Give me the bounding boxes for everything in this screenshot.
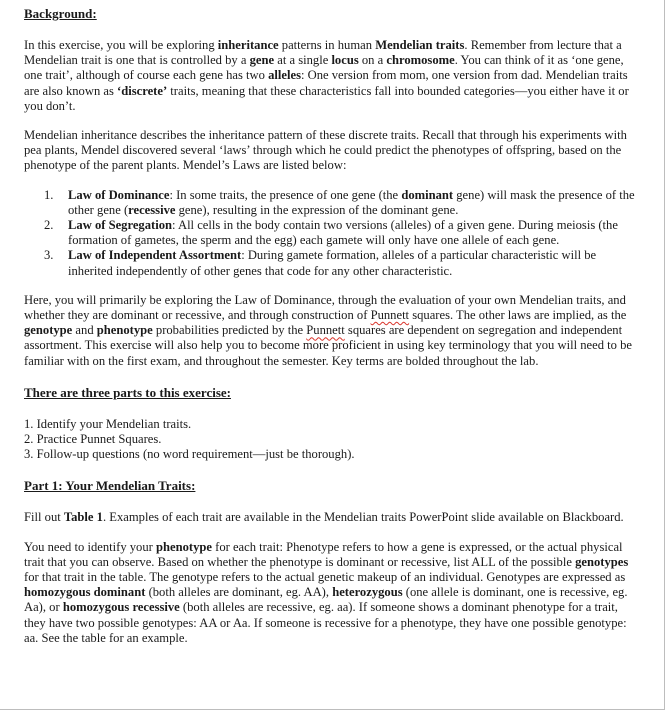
law-number: 2. <box>44 218 54 233</box>
key-term: genotype <box>24 323 73 338</box>
text-run: . Examples of each trait are available in the Mendelian traits PowerPoint slide available on Blackboard. <box>102 510 624 525</box>
law-item-segregation <box>24 218 640 248</box>
key-term: phenotype <box>96 323 153 338</box>
part1-heading: Part 1: Your Mendelian Traits: <box>24 478 196 494</box>
text-run: . You can think of it as ‘one gene, one trait’, although of course each gene has two <box>24 53 624 83</box>
text-run: patterns in human <box>278 38 376 52</box>
text-run: : In some traits, the presence of one gene (the <box>169 187 402 202</box>
key-term: recessive <box>128 202 176 217</box>
parts-heading: There are three parts to this exercise: <box>24 384 231 400</box>
key-term: Mendelian traits <box>375 38 465 52</box>
text-run: : During gamete formation, alleles of a particular characteristic will be inherited independently of other genes that code for any other characteristic. <box>68 248 597 278</box>
key-term: ‘discrete’ <box>117 83 168 98</box>
law-text <box>68 188 635 217</box>
law-number: 1. <box>44 187 54 202</box>
part1-paragraph-2 <box>24 540 640 646</box>
spellcheck-flagged-word: Punnett <box>370 308 410 323</box>
key-term: homozygous recessive <box>62 600 180 615</box>
text-run: squares are dependent on segregation and independent assortment. This exercise will also help you to become more proficient in using key terminology that you will need to be familiar with on the first exam, and throughout the semester. Key terms are bolded throughout the lab. <box>24 323 632 368</box>
law-number: 3. <box>44 248 54 263</box>
mendel-laws-list <box>24 188 640 279</box>
text-run: You need to identify your <box>24 539 156 554</box>
key-term: Law of Dominance <box>68 187 170 202</box>
key-term: alleles <box>268 68 301 83</box>
part1-paragraph-1 <box>24 510 640 525</box>
background-paragraph-3 <box>24 293 640 369</box>
law-text <box>68 218 618 247</box>
text-run: at a single <box>274 53 332 68</box>
background-paragraph-2: Mendelian inheritance describes the inheritance pattern of these discrete traits. Recall that through his experiments with pea plants, Mendel discovered several ‘laws’ through which he could predict the phenotypes of offspring, based on the phenotype of the parent plants. Mendel’s Laws are listed below: <box>24 128 627 173</box>
parts-list <box>24 417 640 463</box>
text-run: gene), resulting in the expression of the dominant gene. <box>175 202 459 217</box>
law-item-independent-assortment <box>24 248 640 278</box>
text-run: probabilities predicted by the <box>152 323 307 338</box>
text-run: and <box>72 323 97 338</box>
key-term: gene <box>249 53 275 68</box>
text-run: (both alleles are recessive, eg. aa). If someone shows a dominant phenotype for a trait, they have two possible genotypes: AA or Aa. If someone is recessive for a phenotype, they have one possible genotype: aa. See the table for an example. <box>24 600 627 645</box>
document-body <box>24 6 640 646</box>
key-term: homozygous dominant <box>24 585 146 600</box>
text-run: . Remember from lecture that a Mendelian trait is one that is controlled by a <box>24 38 622 68</box>
text-run: Fill out <box>24 510 64 525</box>
background-heading: Background: <box>24 6 97 21</box>
key-term: Law of Independent Assortment <box>68 248 242 263</box>
key-term: inheritance <box>217 38 279 52</box>
text-run: (one allele is dominant, one is recessive, eg. Aa), or <box>24 585 628 615</box>
key-term: locus <box>331 53 359 68</box>
text-run: : All cells in the body contain two versions (alleles) of a given gene. During meiosis (the formation of gametes, the sperm and the egg) each gamete will only have one allele of each gene. <box>68 218 618 248</box>
parts-list-item: 3. Follow-up questions (no word requirement—just be thorough). <box>24 447 355 462</box>
key-term: phenotype <box>156 539 212 554</box>
text-run: squares. The other laws are implied, as the <box>409 308 627 323</box>
key-term: Table 1 <box>63 510 103 525</box>
key-term: chromosome <box>386 53 455 68</box>
parts-list-item: 1. Identify your Mendelian traits. <box>24 416 192 431</box>
spellcheck-flagged-word: Punnett <box>306 323 345 338</box>
text-run: gene) will mask the presence of the other gene ( <box>68 187 635 217</box>
text-run: traits, meaning that these characteristics fall into bounded categories—you either have it or you don’t. <box>24 83 629 113</box>
law-item-dominance <box>24 188 640 218</box>
text-run: for that trait in the table. The genotype refers to the actual genetic makeup of an individual. Genotypes are expressed as <box>24 570 626 585</box>
key-term: heterozygous <box>332 585 403 600</box>
parts-list-item: 2. Practice Punnet Squares. <box>24 432 162 447</box>
background-paragraph-1 <box>24 38 640 114</box>
key-term: Law of Segregation <box>68 218 173 233</box>
text-run: : One version from mom, one version from dad. Mendelian traits are also known as <box>24 68 628 98</box>
key-term: dominant <box>401 187 454 202</box>
text-run: on a <box>358 53 387 68</box>
text-run: for each trait: Phenotype refers to how a gene is expressed, or the actual physical trait that you can observe. Based on whether the phenotype is dominant or recessive, list ALL of the possible <box>24 539 623 569</box>
text-run: (both alleles are dominant, eg. AA), <box>145 585 333 600</box>
key-term: genotypes <box>575 554 629 569</box>
text-run: In this exercise, you will be exploring <box>24 38 218 52</box>
text-run: Here, you will primarily be exploring the Law of Dominance, through the evaluation of your own Mendelian traits, and whether they are dominant or recessive, and through construction of <box>24 292 626 323</box>
law-text <box>68 248 596 277</box>
